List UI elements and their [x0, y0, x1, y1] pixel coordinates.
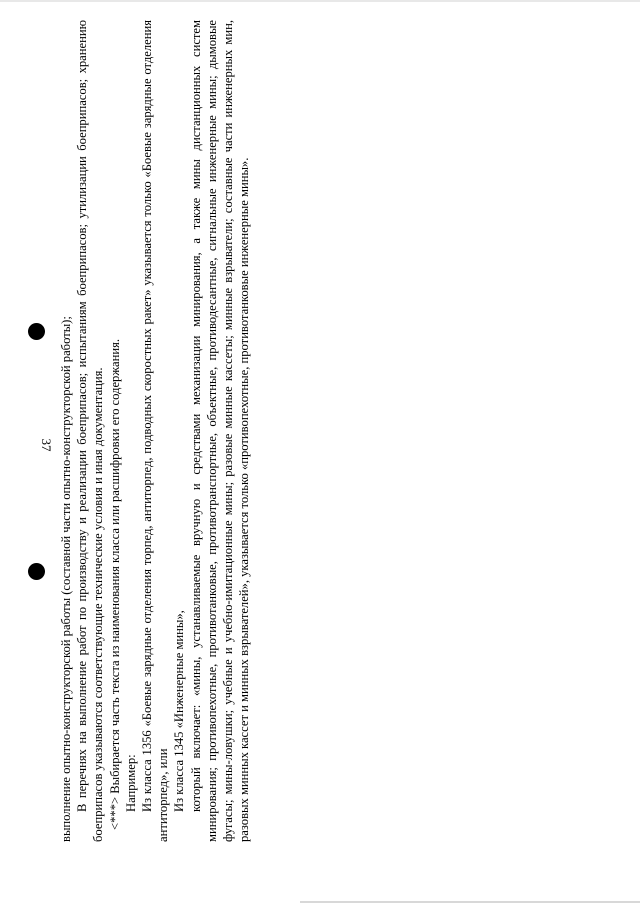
footnote-paragraph: <***> Выбирается часть текста из наименования класса или расшифровки его содержания. — [107, 338, 122, 830]
scan-edge-bottom — [300, 901, 640, 903]
paragraph-class-1356: Из класса 1356 «Боевые зарядные отделения торпед, антиторпед, подводных скоростных ракет» указывается только «Боевые зарядные отделения антиторпед», или — [140, 20, 171, 842]
paragraph-includes: который включает: «мины, устанавливаемые вручную и средствами механизации минирования, а также мины дистанционных систем минирования; противопехотные, противотанковые, противотранспортные, объектные, противодесантные, сигнальные инженерные мины; дымовые фугасы; мины-ловушки; учебные и учебно-имитационные мины; разовые минные кассеты; минные взрыватели; составные части инженерных мин, разовых минных кассет и минных взрывателей», указывается только «противопехотные, противотанковые инженерные мины». — [188, 20, 252, 842]
scan-edge-top — [0, 0, 640, 2]
paragraph-1: выполнение опытно-конструкторской работы (составной части опытно-конструкторской работы); — [59, 316, 73, 842]
page-number: 37 — [39, 438, 54, 452]
paragraph-class-1345: Из класса 1345 «Инженерные мины», — [172, 610, 187, 812]
paragraph-2: В перечнях на выполнение работ по производству и реализации боеприпасов; испытаниям боеприпасов; утилизации боеприпасов; хранению боеприпасов указываются соответствующие технические условия и иная документация. — [75, 20, 106, 842]
rotated-text-body — [0, 20, 252, 842]
paragraph-example-label: Например: — [123, 754, 138, 812]
text-block — [58, 20, 288, 842]
